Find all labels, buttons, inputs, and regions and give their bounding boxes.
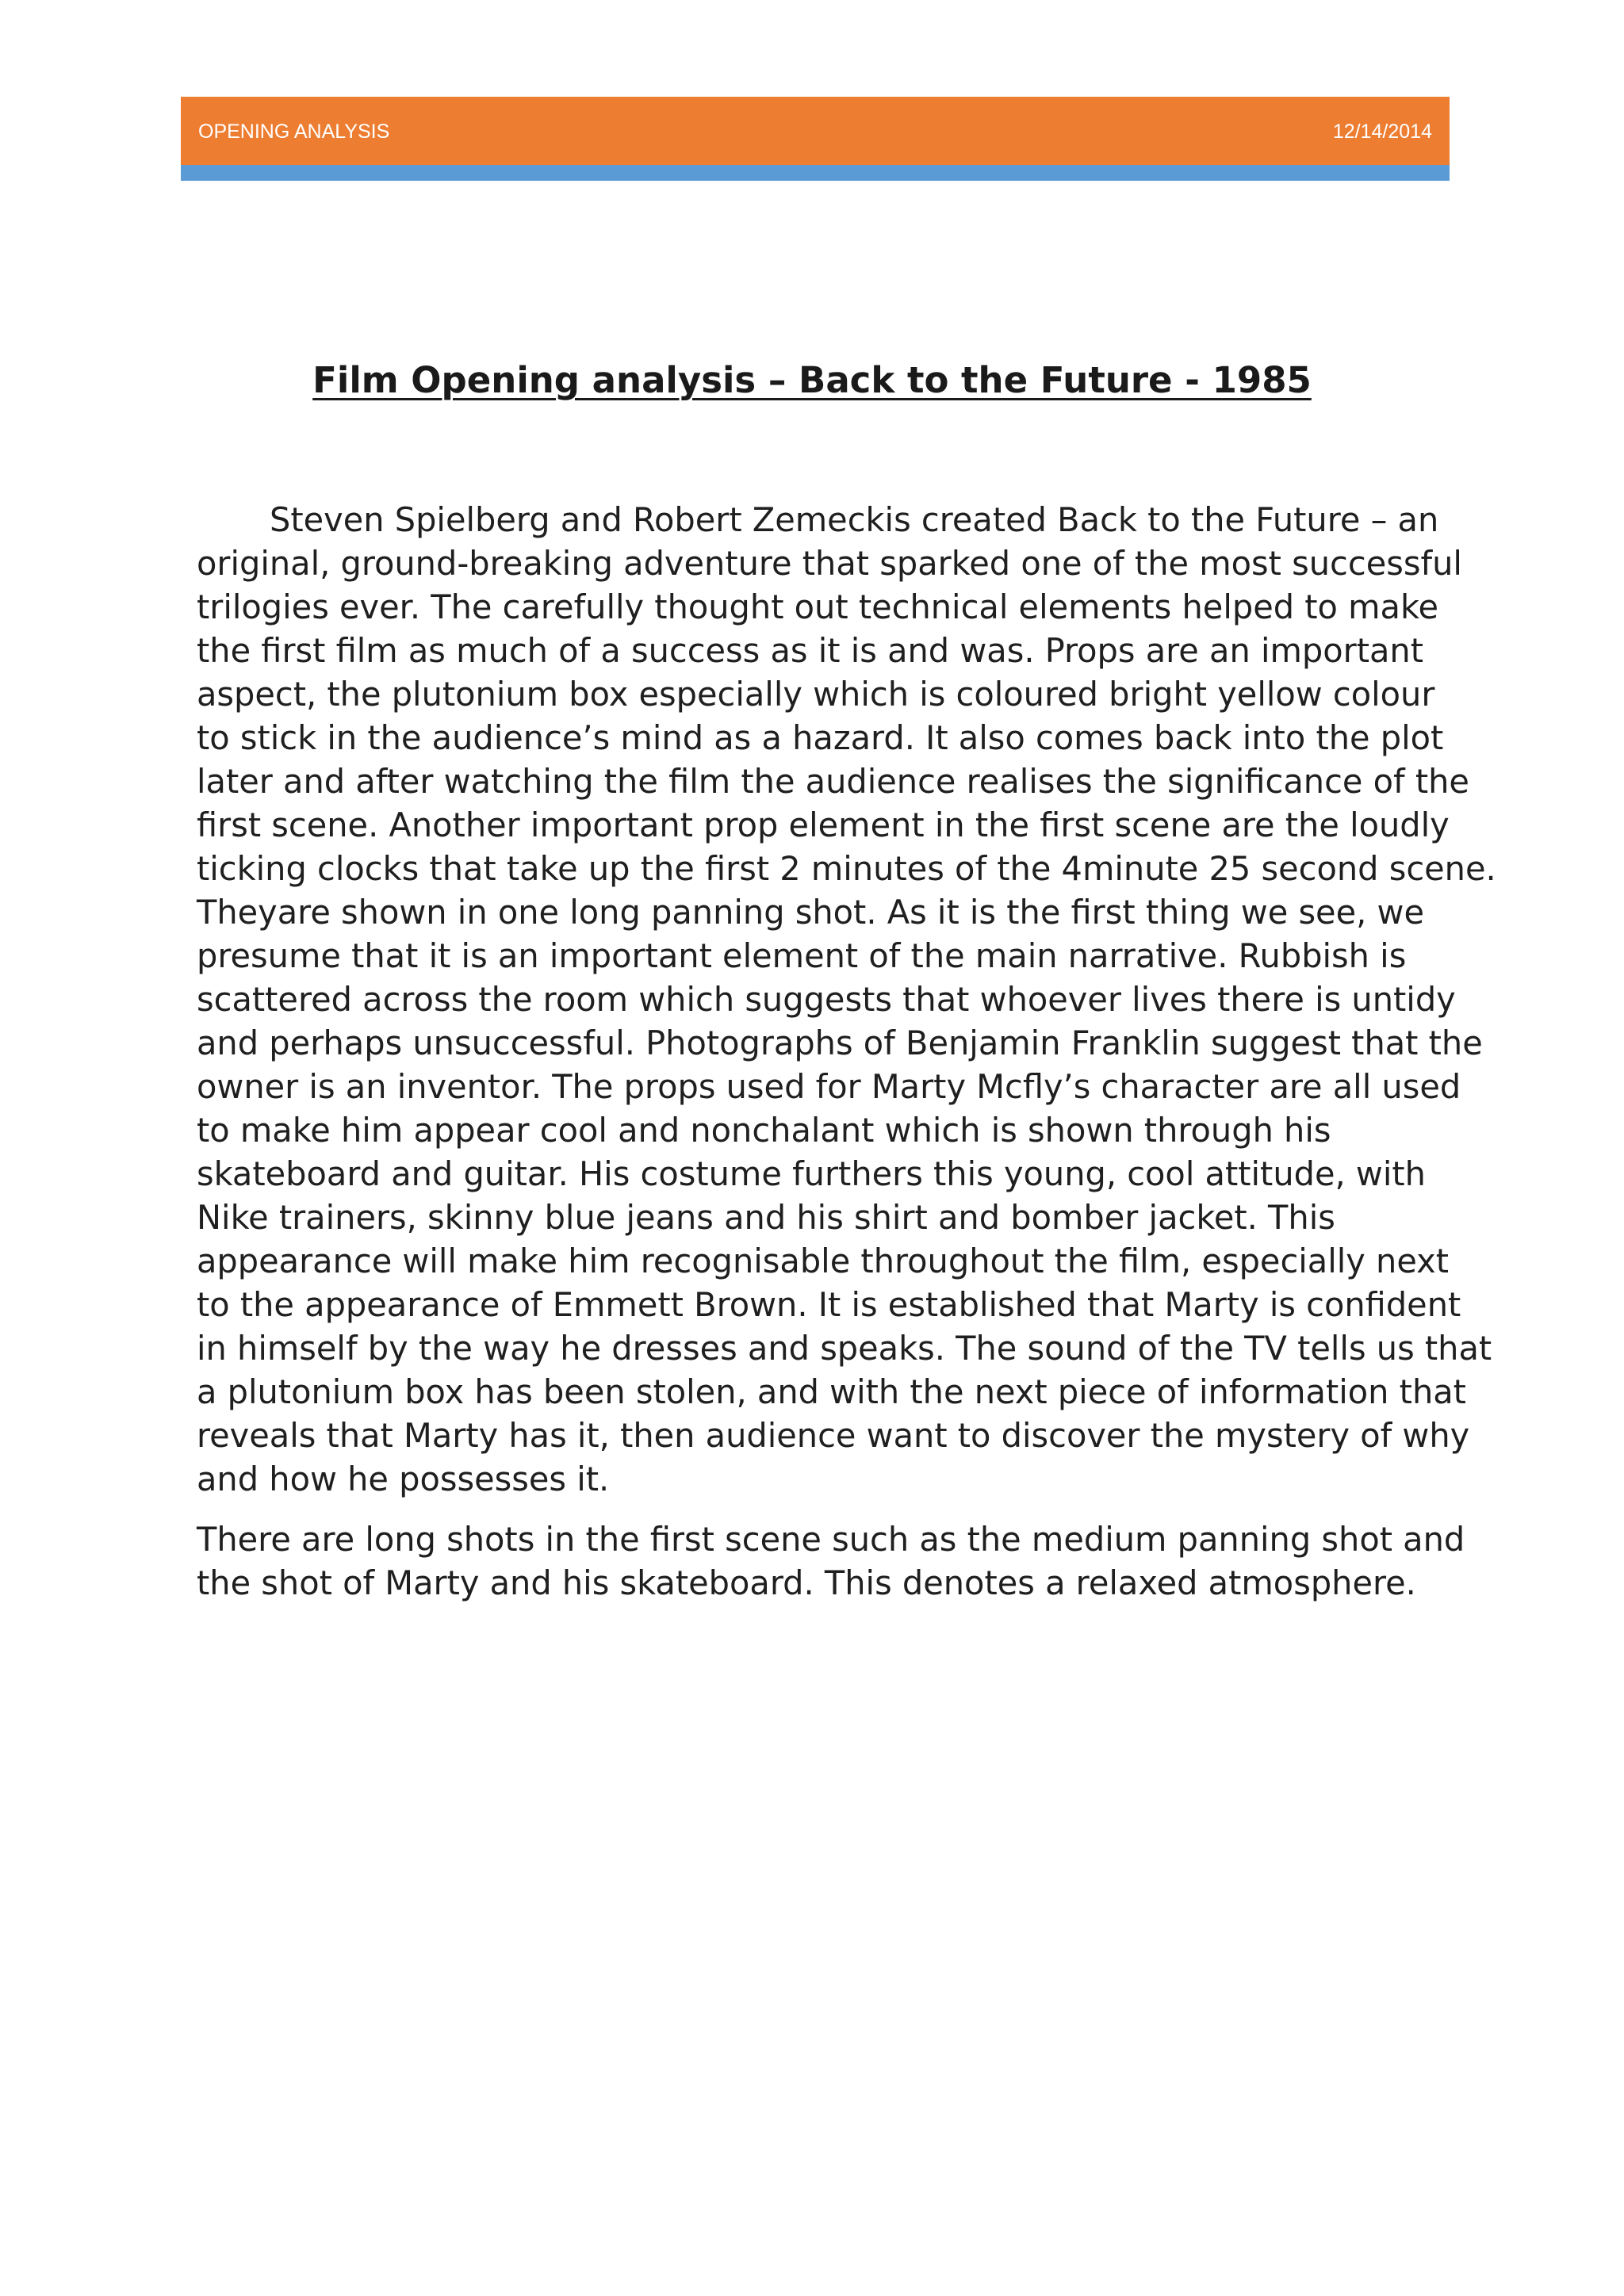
document-title: Film Opening analysis – Back to the Future - 1985	[312, 359, 1312, 401]
header-date: 12/14/2014	[1332, 121, 1432, 143]
paragraph-line: original, ground-breaking adventure that sparked one of the most successful	[197, 544, 1462, 583]
paragraph-line: first scene. Another important prop element in the first scene are the loudly	[197, 806, 1450, 844]
paragraph-1	[197, 498, 1496, 1501]
paragraph-line: scattered across the room which suggests that whoever lives there is untidy	[197, 980, 1456, 1019]
paragraph-line: aspect, the plutonium box especially which is coloured bright yellow colour	[197, 675, 1435, 714]
paragraph-line: ticking clocks that take up the first 2 minutes of the 4minute 25 second scene.	[197, 849, 1496, 888]
paragraph-line: skateboard and guitar. His costume furthers this young, cool attitude, with	[197, 1154, 1426, 1193]
paragraph-line: to stick in the audience’s mind as a hazard. It also comes back into the plot	[197, 718, 1444, 757]
header-document-label: OPENING ANALYSIS	[198, 121, 390, 143]
paragraph-line: Theyare shown in one long panning shot. As it is the first thing we see, we	[197, 893, 1424, 932]
paragraph-line: reveals that Marty has it, then audience want to discover the mystery of why	[197, 1416, 1470, 1455]
paragraph-line: the shot of Marty and his skateboard. This denotes a relaxed atmosphere.	[197, 1563, 1416, 1602]
paragraph-line: later and after watching the film the audience realises the significance of the	[197, 762, 1469, 801]
paragraph-line: trilogies ever. The carefully thought out technical elements helped to make	[197, 587, 1439, 626]
paragraph-line: There are long shots in the first scene such as the medium panning shot and	[197, 1520, 1465, 1559]
paragraph-line: a plutonium box has been stolen, and with the next piece of information that	[197, 1372, 1466, 1411]
paragraph-line: and perhaps unsuccessful. Photographs of Benjamin Franklin suggest that the	[197, 1024, 1483, 1062]
header-stripe	[181, 165, 1450, 181]
paragraph-line: to make him appear cool and nonchalant which is shown through his	[197, 1111, 1331, 1150]
paragraph-line: to the appearance of Emmett Brown. It is established that Marty is confident	[197, 1285, 1461, 1324]
paragraph-line: in himself by the way he dresses and speaks. The sound of the TV tells us that	[197, 1329, 1492, 1368]
paragraph-line: Nike trainers, skinny blue jeans and his shirt and bomber jacket. This	[197, 1198, 1335, 1237]
paragraph-line: the first film as much of a success as it is and was. Props are an important	[197, 631, 1423, 670]
paragraph-2	[197, 1517, 1465, 1605]
paragraph-line: and how he possesses it.	[197, 1460, 610, 1498]
paragraph-line: Steven Spielberg and Robert Zemeckis created Back to the Future – an	[270, 500, 1439, 539]
paragraph-line: owner is an inventor. The props used for Marty Mcfly’s character are all used	[197, 1067, 1461, 1106]
paragraph-line: presume that it is an important element of the main narrative. Rubbish is	[197, 936, 1407, 975]
paragraph-line: appearance will make him recognisable throughout the film, especially next	[197, 1242, 1449, 1280]
